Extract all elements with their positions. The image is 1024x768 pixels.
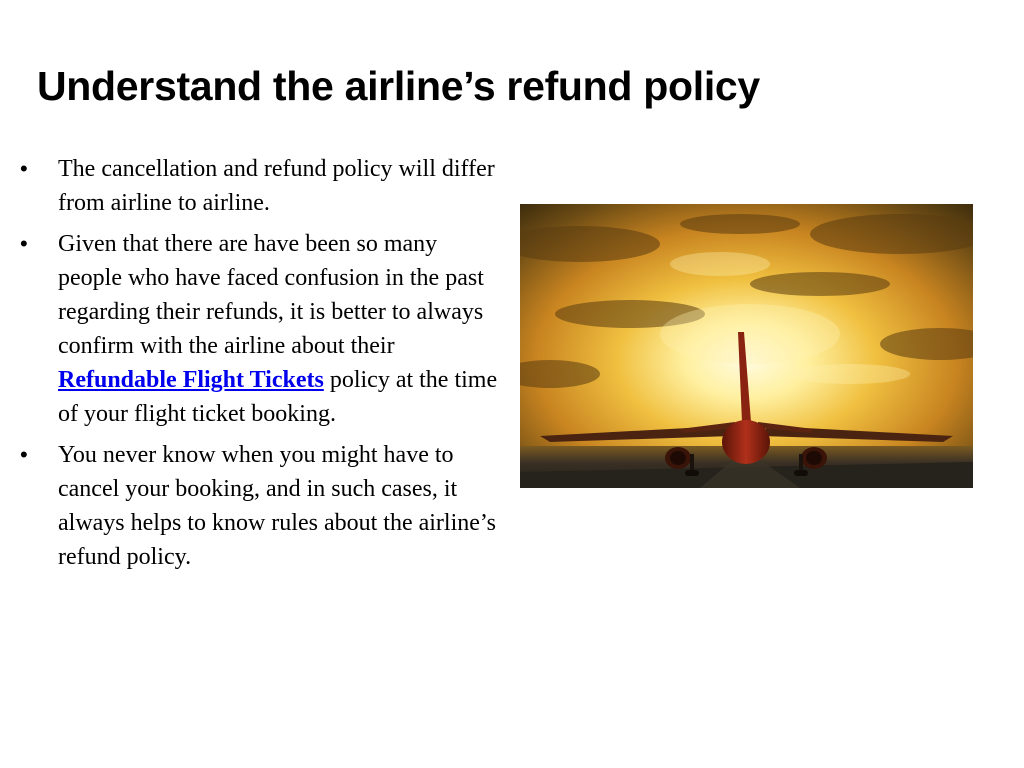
bullet-text-2-after: policy at the time of your flight ticket booking. <box>58 367 498 427</box>
airplane-sunset-photo <box>520 204 973 488</box>
bullet-list <box>20 152 500 581</box>
refundable-flight-tickets-link[interactable]: Refundable Flight Tickets <box>58 367 324 393</box>
bullet-icon: • <box>20 442 28 467</box>
bullet-item-1 <box>20 152 500 220</box>
bullet-item-3 <box>20 438 500 574</box>
bullet-text-3: You never know when you might have to cancel your booking, and in such cases, it always helps to know rules about the airline’s refund policy. <box>58 442 496 570</box>
airplane-sunset-illustration <box>520 204 973 488</box>
bullet-text-1: The cancellation and refund policy will differ from airline to airline. <box>58 156 495 216</box>
bullet-text-2-before: Given that there are have been so many people who have faced confusion in the past regarding their refunds, it is better to always confirm with the airline about their <box>58 231 484 359</box>
bullet-icon: • <box>20 156 28 181</box>
bullet-item-2 <box>20 227 500 431</box>
bullet-icon: • <box>20 231 28 256</box>
slide-title: Understand the airline’s refund policy <box>37 63 760 109</box>
